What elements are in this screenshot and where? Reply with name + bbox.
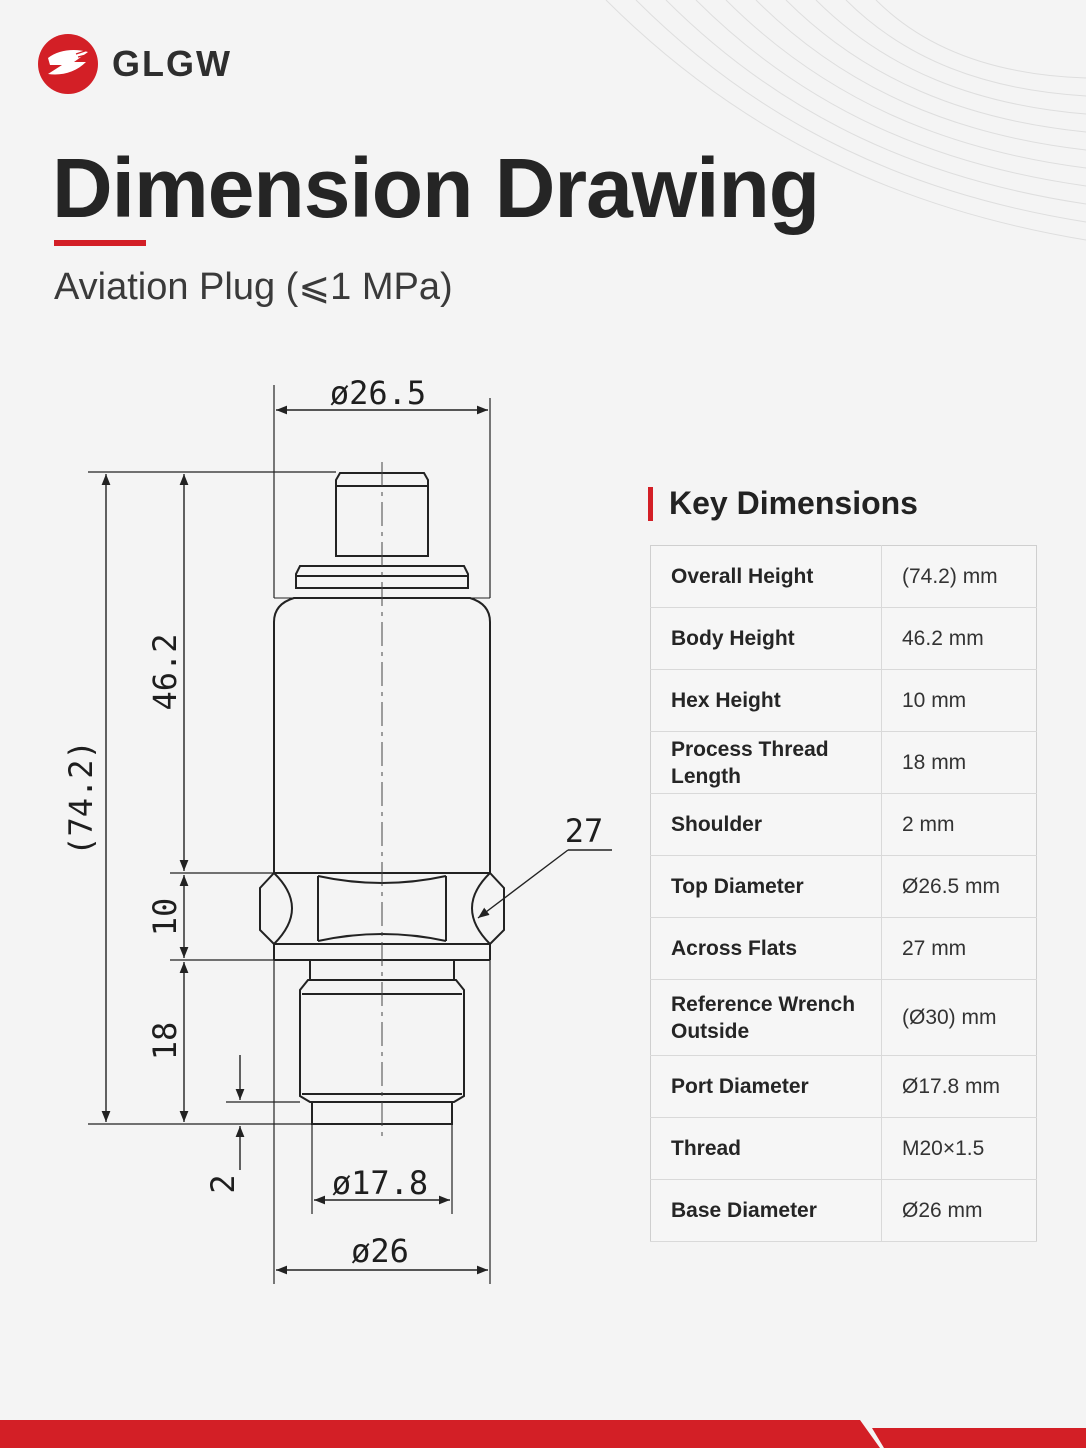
dim-thread-length: 18 (146, 1021, 184, 1061)
brand-logo (36, 32, 232, 96)
table-row (651, 980, 1037, 1056)
table-row (651, 1056, 1037, 1118)
page-subtitle: Aviation Plug (⩽1 MPa) (54, 266, 453, 308)
dim-hex-height: 10 (146, 897, 184, 937)
dim-across-flats: 27 (564, 812, 604, 850)
row-value: Ø26 mm (882, 1180, 1037, 1242)
dim-port-diameter: ø17.8 (331, 1164, 429, 1202)
table-row (651, 794, 1037, 856)
row-label: Hex Height (651, 670, 882, 732)
row-value: 10 mm (882, 670, 1037, 732)
dim-body-height: 46.2 (146, 633, 184, 711)
key-dimensions-title: Key Dimensions (669, 485, 918, 521)
dim-base-diameter: ø26 (351, 1232, 409, 1270)
row-value: (74.2) mm (882, 546, 1037, 608)
row-label: Reference Wrench Outside (651, 980, 882, 1056)
footer-accent-bar (0, 1420, 1086, 1448)
table-row (651, 608, 1037, 670)
table-row (651, 732, 1037, 794)
row-label: Overall Height (651, 546, 882, 608)
table-row (651, 546, 1037, 608)
page-title: Dimension Drawing (52, 141, 820, 235)
brand-logo-mark-icon (36, 32, 100, 96)
dim-top-diameter: ø26.5 (329, 374, 427, 412)
table-row (651, 670, 1037, 732)
dimension-drawing (0, 340, 640, 1320)
row-label: Port Diameter (651, 1056, 882, 1118)
table-row (651, 1180, 1037, 1242)
title-underline (54, 240, 146, 246)
row-value: 27 mm (882, 918, 1037, 980)
row-value: M20×1.5 (882, 1118, 1037, 1180)
row-value: Ø17.8 mm (882, 1056, 1037, 1118)
key-dimensions-table (650, 545, 1037, 1242)
row-label: Base Diameter (651, 1180, 882, 1242)
row-value: 46.2 mm (882, 608, 1037, 670)
row-value: (Ø30) mm (882, 980, 1037, 1056)
row-value: Ø26.5 mm (882, 856, 1037, 918)
row-label: Shoulder (651, 794, 882, 856)
row-label: Process Thread Length (651, 732, 882, 794)
row-label: Body Height (651, 608, 882, 670)
row-label: Top Diameter (651, 856, 882, 918)
key-dimensions-accent-bar (648, 487, 653, 521)
row-value: 2 mm (882, 794, 1037, 856)
dim-overall-height: (74.2) (62, 740, 100, 856)
row-label: Thread (651, 1118, 882, 1180)
row-value: 18 mm (882, 732, 1037, 794)
brand-name: GLGW (112, 43, 232, 84)
dim-shoulder: 2 (204, 1174, 242, 1194)
table-row (651, 856, 1037, 918)
table-row (651, 918, 1037, 980)
table-row (651, 1118, 1037, 1180)
key-dimensions-header (648, 485, 918, 522)
row-label: Across Flats (651, 918, 882, 980)
